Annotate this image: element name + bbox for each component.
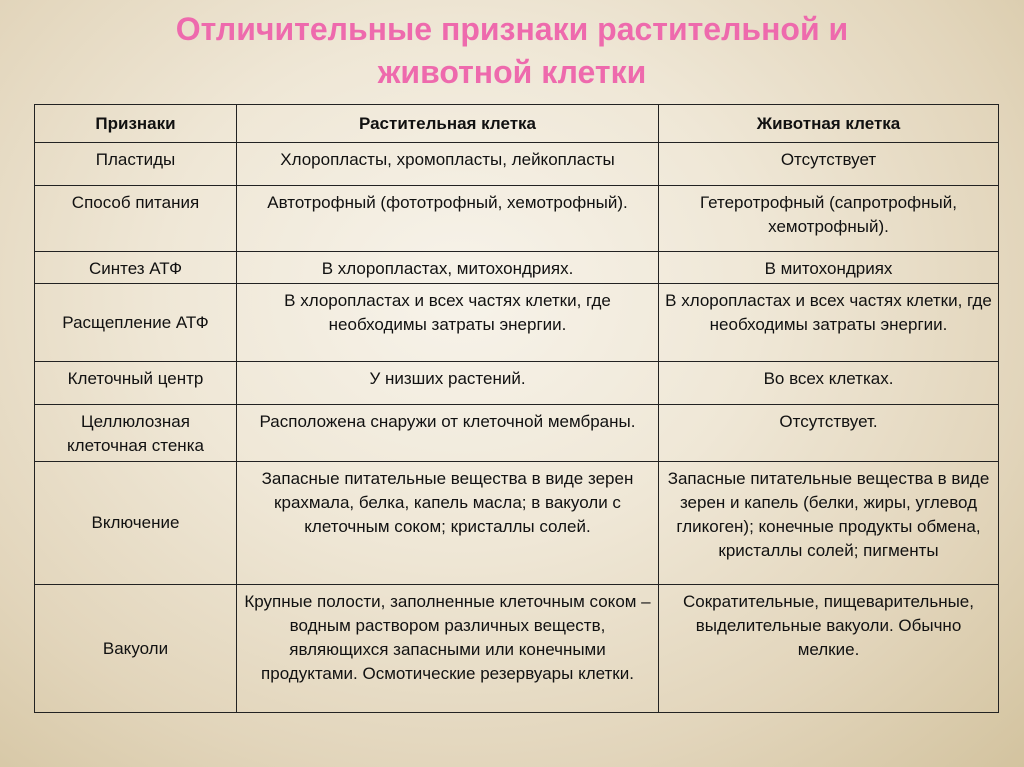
table-row xyxy=(35,462,999,585)
feature-cell: Целлюлозная клеточная стенка xyxy=(35,405,237,462)
table-row xyxy=(35,405,999,462)
page-title xyxy=(0,8,1024,94)
animal-cell-value: Во всех клетках. xyxy=(659,362,999,405)
animal-cell-value: Отсутствует. xyxy=(659,405,999,462)
plant-cell-value: У низших растений. xyxy=(237,362,659,405)
feature-cell: Способ питания xyxy=(35,186,237,252)
page-title-line-1: Отличительные признаки растительной и xyxy=(175,11,849,47)
plant-cell-value: Запасные питательные вещества в виде зерен крахмала, белка, капель масла; в вакуоли с клеточным соком; кристаллы солей. xyxy=(237,462,659,585)
table-row xyxy=(35,284,999,362)
table-row xyxy=(35,585,999,713)
page-title-line-2: животной клетки xyxy=(377,54,647,90)
feature-cell: Включение xyxy=(35,462,237,585)
header-plant-cell: Растительная клетка xyxy=(237,105,659,143)
plant-cell-value: Хлоропласты, хромопласты, лейкопласты xyxy=(237,143,659,186)
animal-cell-value: В хлоропластах и всех частях клетки, где необходимы затраты энергии. xyxy=(659,284,999,362)
header-animal-cell: Животная клетка xyxy=(659,105,999,143)
animal-cell-value: В митохондриях xyxy=(659,252,999,284)
header-features: Признаки xyxy=(35,105,237,143)
feature-cell: Пластиды xyxy=(35,143,237,186)
plant-cell-value: В хлоропластах и всех частях клетки, где необходимы затраты энергии. xyxy=(237,284,659,362)
table-header-row xyxy=(35,105,999,143)
table-row xyxy=(35,143,999,186)
animal-cell-value: Запасные питательные вещества в виде зерен и капель (белки, жиры, углевод гликоген); конечные продукты обмена, кристаллы солей; пигменты xyxy=(659,462,999,585)
feature-cell: Расщепление АТФ xyxy=(35,284,237,362)
plant-cell-value: Расположена снаружи от клеточной мембраны. xyxy=(237,405,659,462)
feature-cell: Вакуоли xyxy=(35,585,237,713)
animal-cell-value: Гетеротрофный (сапротрофный, хемотрофный). xyxy=(659,186,999,252)
animal-cell-value: Отсутствует xyxy=(659,143,999,186)
table-row xyxy=(35,186,999,252)
comparison-table xyxy=(34,104,999,713)
plant-cell-value: Автотрофный (фототрофный, хемотрофный). xyxy=(237,186,659,252)
animal-cell-value: Сократительные, пищеварительные, выделительные вакуоли. Обычно мелкие. xyxy=(659,585,999,713)
feature-cell: Синтез АТФ xyxy=(35,252,237,284)
feature-cell: Клеточный центр xyxy=(35,362,237,405)
plant-cell-value: Крупные полости, заполненные клеточным соком – водным раствором различных веществ, являющихся запасными или конечными продуктами. Осмотические резервуары клетки. xyxy=(237,585,659,713)
table-row xyxy=(35,252,999,284)
table-row xyxy=(35,362,999,405)
plant-cell-value: В хлоропластах, митохондриях. xyxy=(237,252,659,284)
